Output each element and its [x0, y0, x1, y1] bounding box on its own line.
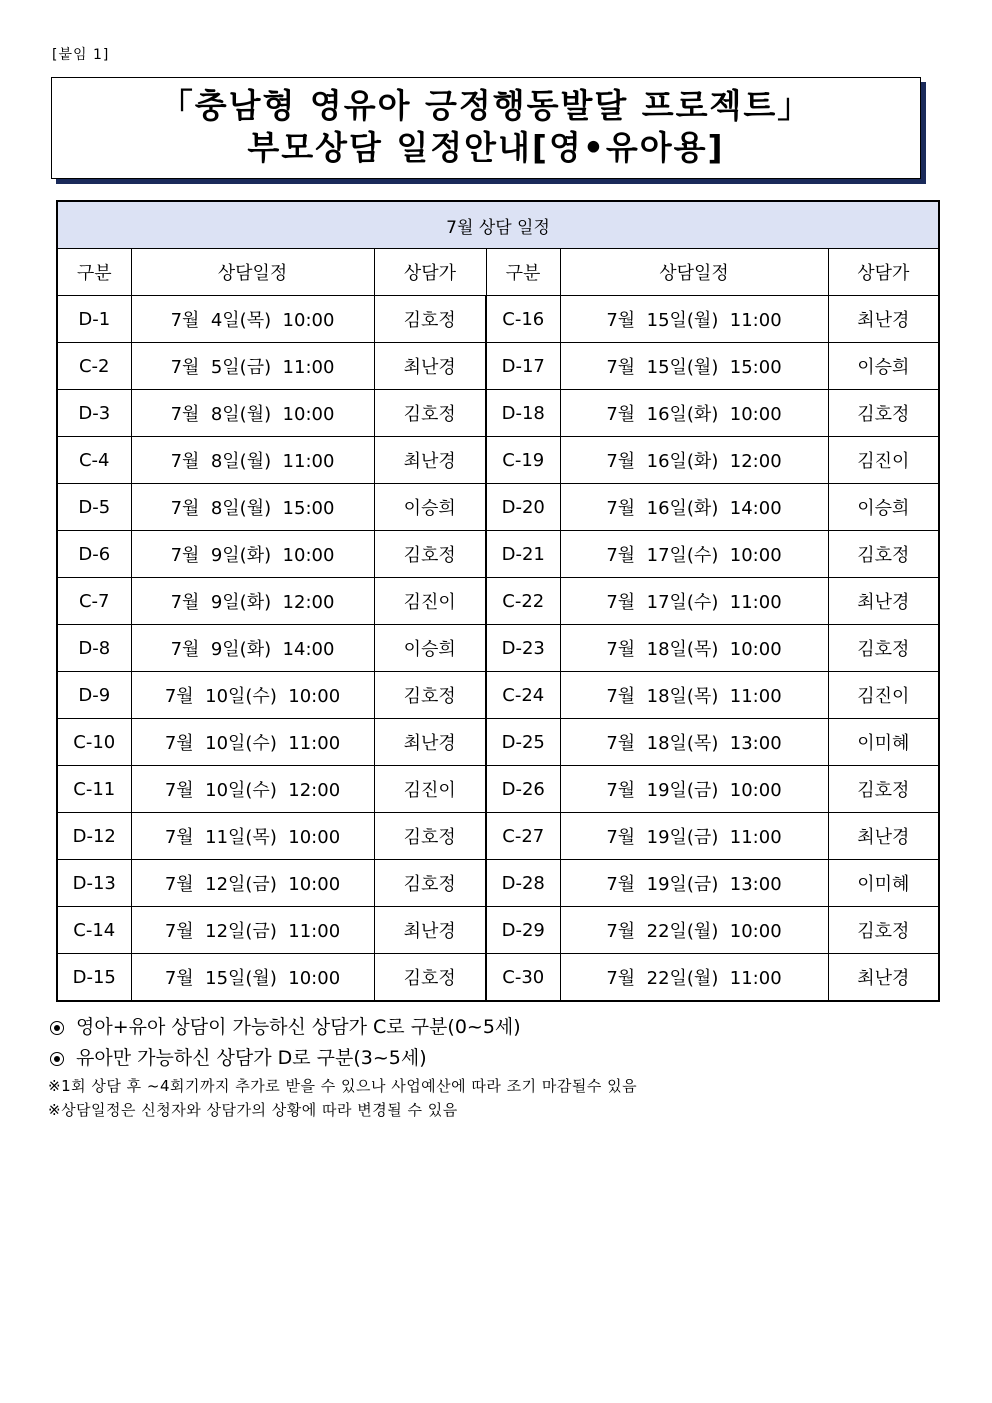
schedule-date-right: 7월 16일(화) 14:00	[560, 484, 828, 531]
table-row	[57, 437, 939, 484]
counselor-name-left: 김진이	[374, 766, 486, 813]
counselor-name-left: 이승희	[374, 484, 486, 531]
title-box	[51, 77, 921, 179]
schedule-date-left: 7월 8일(월) 15:00	[131, 484, 374, 531]
schedule-date-right: 7월 19일(금) 11:00	[560, 813, 828, 860]
counselor-name-right: 이미혜	[828, 860, 939, 907]
table-caption-row	[57, 201, 939, 249]
schedule-date-left: 7월 4일(목) 10:00	[131, 296, 374, 343]
notes-section	[48, 1012, 948, 1122]
note-bullet-d-text: 유아만 가능하신 상담가 D로 구분(3~5세)	[76, 1047, 427, 1069]
schedule-date-left: 7월 5일(금) 11:00	[131, 343, 374, 390]
counselor-id-left: D-6	[57, 531, 131, 578]
schedule-date-left: 7월 10일(수) 10:00	[131, 672, 374, 719]
schedule-date-left: 7월 8일(월) 11:00	[131, 437, 374, 484]
table-row	[57, 390, 939, 437]
table-row	[57, 625, 939, 672]
counselor-name-left: 최난경	[374, 907, 486, 954]
schedule-date-right: 7월 22일(월) 11:00	[560, 954, 828, 1002]
counselor-id-right: D-23	[486, 625, 560, 672]
counselor-name-right: 이승희	[828, 484, 939, 531]
header-id-left: 구분	[57, 249, 131, 296]
note-remark-extra-sessions: ※1회 상담 후 ~4회기까지 추가로 받을 수 있으나 사업예산에 따라 조기 마감될수 있음	[48, 1077, 638, 1095]
counselor-name-left: 김호정	[374, 531, 486, 578]
counselor-name-right: 김호정	[828, 766, 939, 813]
counselor-id-left: D-12	[57, 813, 131, 860]
schedule-date-right: 7월 16일(화) 12:00	[560, 437, 828, 484]
counselor-name-right: 이승희	[828, 343, 939, 390]
note-remark-schedule-change: ※상담일정은 신청자와 상담가의 상황에 따라 변경될 수 있음	[48, 1101, 458, 1119]
counselor-id-right: D-20	[486, 484, 560, 531]
counselor-id-left: D-9	[57, 672, 131, 719]
header-counselor-left: 상담가	[374, 249, 486, 296]
counselor-name-left: 최난경	[374, 437, 486, 484]
counselor-name-right: 김호정	[828, 907, 939, 954]
counselor-id-right: C-24	[486, 672, 560, 719]
header-counselor-right: 상담가	[828, 249, 939, 296]
counselor-id-left: C-11	[57, 766, 131, 813]
table-header-row	[57, 249, 939, 296]
counselor-name-left: 김호정	[374, 813, 486, 860]
counselor-id-right: D-28	[486, 860, 560, 907]
schedule-date-right: 7월 17일(수) 11:00	[560, 578, 828, 625]
counselor-id-right: C-27	[486, 813, 560, 860]
attachment-label: [붙임 1]	[52, 47, 110, 63]
counselor-name-right: 김진이	[828, 437, 939, 484]
schedule-date-right: 7월 16일(화) 10:00	[560, 390, 828, 437]
schedule-date-right: 7월 19일(금) 10:00	[560, 766, 828, 813]
note-bullet-d	[48, 1043, 948, 1074]
counselor-id-right: C-19	[486, 437, 560, 484]
table-row	[57, 860, 939, 907]
counselor-id-left: D-8	[57, 625, 131, 672]
table-row	[57, 578, 939, 625]
counselor-name-left: 이승희	[374, 625, 486, 672]
document-title: 「충남형 영유아 긍정행동발달 프로젝트」	[159, 86, 813, 125]
schedule-date-left: 7월 9일(화) 10:00	[131, 531, 374, 578]
schedule-date-right: 7월 15일(월) 15:00	[560, 343, 828, 390]
counselor-name-right: 이미혜	[828, 719, 939, 766]
counselor-name-left: 김진이	[374, 578, 486, 625]
counselor-name-left: 김호정	[374, 296, 486, 343]
counselor-id-left: D-1	[57, 296, 131, 343]
counselor-id-left: D-5	[57, 484, 131, 531]
counselor-id-left: C-4	[57, 437, 131, 484]
table-row	[57, 484, 939, 531]
schedule-date-left: 7월 9일(화) 12:00	[131, 578, 374, 625]
schedule-date-right: 7월 15일(월) 11:00	[560, 296, 828, 343]
counselor-id-right: D-17	[486, 343, 560, 390]
counselor-name-right: 최난경	[828, 578, 939, 625]
schedule-date-right: 7월 19일(금) 13:00	[560, 860, 828, 907]
schedule-date-right: 7월 18일(목) 11:00	[560, 672, 828, 719]
counselor-name-right: 김호정	[828, 390, 939, 437]
counselor-id-left: C-14	[57, 907, 131, 954]
table-caption: 7월 상담 일정	[57, 201, 939, 249]
counselor-id-right: D-18	[486, 390, 560, 437]
schedule-date-left: 7월 12일(금) 11:00	[131, 907, 374, 954]
counselor-name-left: 김호정	[374, 672, 486, 719]
counselor-name-left: 김호정	[374, 860, 486, 907]
counselor-name-left: 김호정	[374, 390, 486, 437]
counselor-name-right: 최난경	[828, 813, 939, 860]
note-bullet-c-text: 영아+유아 상담이 가능하신 상담가 C로 구분(0~5세)	[76, 1016, 521, 1038]
counselor-name-left: 최난경	[374, 719, 486, 766]
counselor-id-right: D-26	[486, 766, 560, 813]
circle-bullet-icon	[50, 1021, 64, 1035]
table-row	[57, 343, 939, 390]
header-date-right: 상담일정	[560, 249, 828, 296]
schedule-table	[56, 200, 940, 1002]
schedule-date-right: 7월 18일(목) 10:00	[560, 625, 828, 672]
header-date-left: 상담일정	[131, 249, 374, 296]
counselor-id-left: D-13	[57, 860, 131, 907]
schedule-date-right: 7월 18일(목) 13:00	[560, 719, 828, 766]
circle-bullet-icon	[50, 1052, 64, 1066]
table-row	[57, 296, 939, 343]
counselor-name-right: 김호정	[828, 531, 939, 578]
counselor-id-right: D-25	[486, 719, 560, 766]
counselor-name-right: 김진이	[828, 672, 939, 719]
counselor-id-right: C-16	[486, 296, 560, 343]
counselor-id-right: C-30	[486, 954, 560, 1002]
counselor-name-left: 최난경	[374, 343, 486, 390]
counselor-name-right: 최난경	[828, 296, 939, 343]
table-row	[57, 907, 939, 954]
schedule-date-left: 7월 15일(월) 10:00	[131, 954, 374, 1002]
counselor-id-left: D-3	[57, 390, 131, 437]
table-row	[57, 531, 939, 578]
counselor-id-left: C-7	[57, 578, 131, 625]
schedule-date-left: 7월 9일(화) 14:00	[131, 625, 374, 672]
counselor-id-right: D-29	[486, 907, 560, 954]
schedule-date-left: 7월 10일(수) 11:00	[131, 719, 374, 766]
counselor-id-left: C-10	[57, 719, 131, 766]
table-row	[57, 719, 939, 766]
schedule-date-right: 7월 22일(월) 10:00	[560, 907, 828, 954]
table-row	[57, 954, 939, 1002]
counselor-name-right: 최난경	[828, 954, 939, 1002]
counselor-id-left: C-2	[57, 343, 131, 390]
schedule-date-left: 7월 11일(목) 10:00	[131, 813, 374, 860]
schedule-date-right: 7월 17일(수) 10:00	[560, 531, 828, 578]
counselor-id-right: D-21	[486, 531, 560, 578]
counselor-id-right: C-22	[486, 578, 560, 625]
table-row	[57, 672, 939, 719]
note-bullet-c	[48, 1012, 948, 1043]
table-row	[57, 813, 939, 860]
document-subtitle: 부모상담 일정안내[영•유아용]	[247, 128, 725, 167]
counselor-name-right: 김호정	[828, 625, 939, 672]
counselor-id-left: D-15	[57, 954, 131, 1002]
header-id-right: 구분	[486, 249, 560, 296]
schedule-date-left: 7월 10일(수) 12:00	[131, 766, 374, 813]
table-row	[57, 766, 939, 813]
schedule-date-left: 7월 8일(월) 10:00	[131, 390, 374, 437]
counselor-name-left: 김호정	[374, 954, 486, 1002]
schedule-date-left: 7월 12일(금) 10:00	[131, 860, 374, 907]
